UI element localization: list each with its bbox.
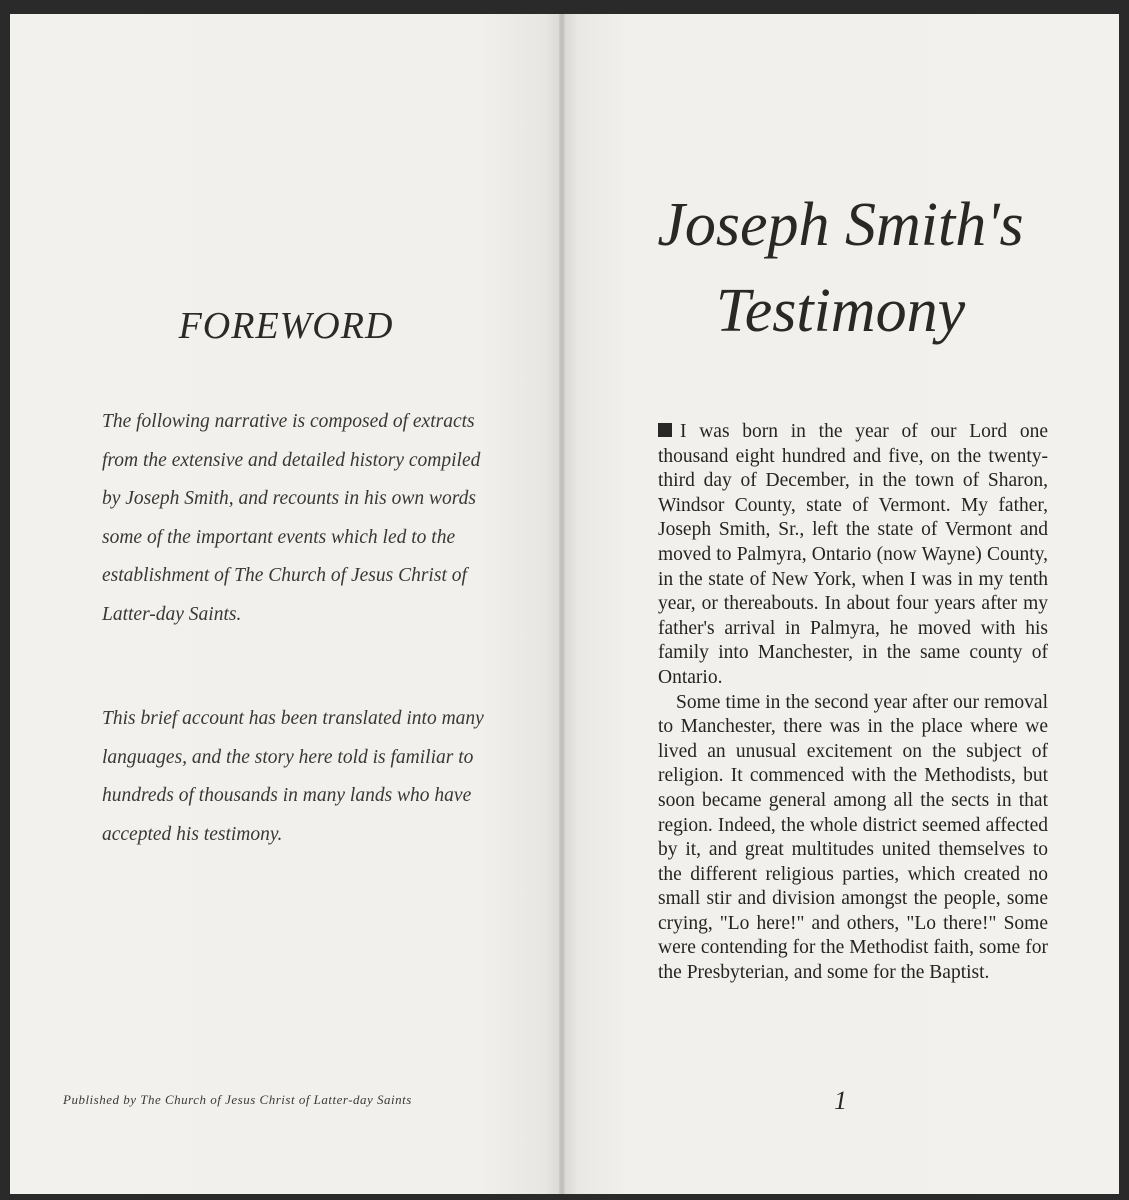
page-title — [562, 182, 1119, 354]
left-page — [10, 14, 562, 1194]
testimony-body — [658, 420, 1048, 986]
section-marker-icon — [658, 423, 672, 437]
publisher-line: Published by The Church of Jesus Christ of Latter-day Saints — [63, 1092, 412, 1107]
title-line-2: Testimony — [715, 277, 966, 345]
booklet-spread — [10, 14, 1119, 1194]
foreword-paragraph-1: The following narrative is composed of extracts from the extensive and detailed history compiled by Joseph Smith, and recounts in his own words some of the important events which led to the establishment of The Church of Jesus Christ of Latter-day Saints. — [102, 411, 481, 625]
testimony-paragraph-1 — [658, 420, 1048, 691]
foreword-heading: FOREWORD — [178, 305, 394, 347]
foreword-paragraph-2: This brief account has been translated into many languages, and the story here told is familiar to hundreds of thousands in many lands who have accepted his testimony. — [102, 708, 484, 845]
title-line-1: Joseph Smith's — [657, 191, 1024, 259]
page-number: 1 — [834, 1086, 847, 1115]
testimony-paragraph-1-text: I was born in the year of our Lord one thousand eight hundred and five, on the twenty-third day of December, in the town of Sharon, Windsor County, state of Vermont. My father, Joseph Smith, Sr., left the state of Vermont and moved to Palmyra, Ontario (now Wayne) County, in the state of New York, when I was in my tenth year, or thereabouts. In about four years after my father's arrival in Palmyra, he moved with his family into Manchester, in the same county of Ontario. — [658, 421, 1048, 688]
testimony-paragraph-2: Some time in the second year after our removal to Manchester, there was in the place where we lived an unusual excitement on the subject of religion. It commenced with the Methodists, but soon became general among all the sects in that region. Indeed, the whole district seemed affected by it, and great multitudes united themselves to the different religious parties, which created no small stir and division amongst the people, some crying, "Lo here!" and others, "Lo there!" Some were contending for the Methodist faith, some for the Presbyterian, and some for the Baptist. — [658, 691, 1048, 984]
